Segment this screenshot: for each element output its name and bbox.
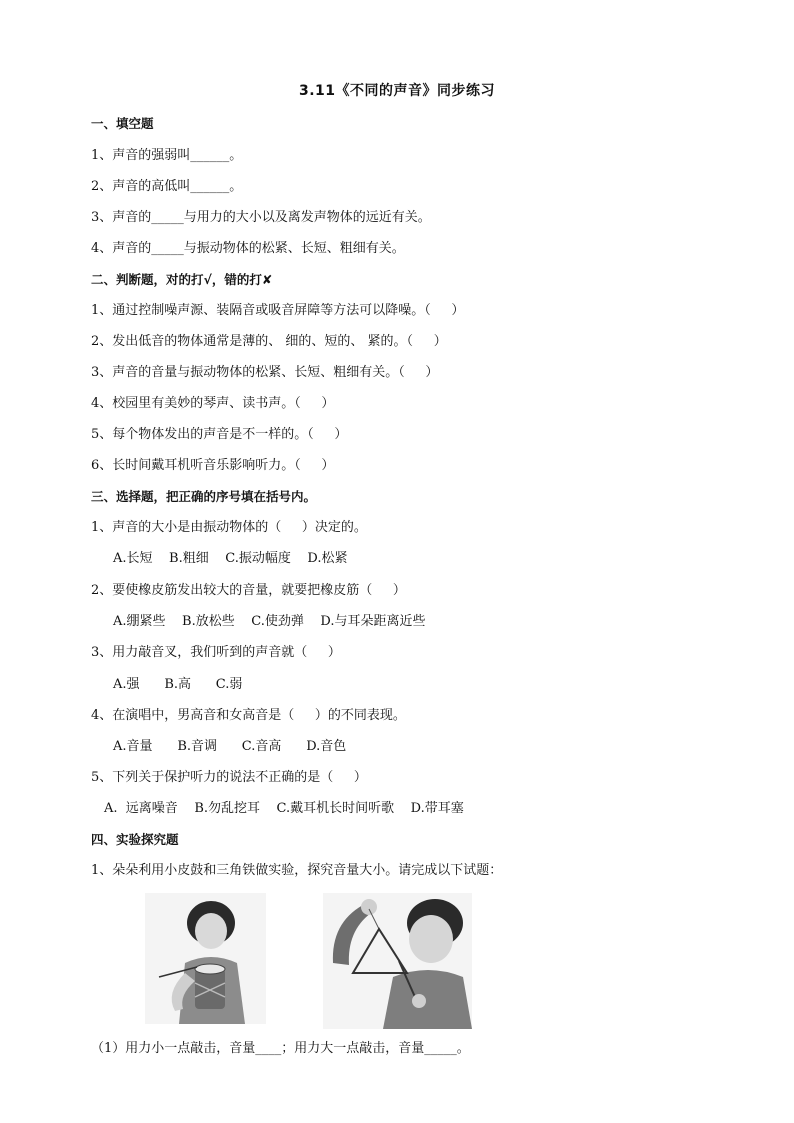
choice-question: 5、下列关于保护听力的说法不正确的是（ ）	[91, 770, 367, 785]
true-false-item: 4、校园里有美妙的琴声、读书声。（ ）	[91, 396, 335, 411]
section-heading-experiment: 四、实验探究题	[91, 832, 179, 847]
choice-question: 2、要使橡皮筋发出较大的音量，就要把橡皮筋（ ）	[91, 583, 406, 598]
choice-question: 4、在演唱中，男高音和女高音是（ ）的不同表现。	[91, 708, 406, 723]
experiment-subquestion: （1）用力小一点敲击，音量____；用力大一点敲击，音量_____。	[91, 1041, 470, 1056]
choice-options: A.长短 B.粗细 C.振动幅度 D.松紧	[113, 551, 348, 566]
section-heading-multiple-choice: 三、选择题，把正确的序号填在括号内。	[91, 489, 317, 504]
fill-in-item: 1、声音的强弱叫______。	[91, 148, 243, 163]
page-title: 3.11《不同的声音》同步练习	[298, 83, 496, 99]
fill-in-item: 4、声音的_____与振动物体的松紧、长短、粗细有关。	[91, 241, 405, 256]
section-heading-true-false: 二、判断题，对的打√，错的打✘	[91, 272, 273, 287]
fill-in-item: 2、声音的高低叫______。	[91, 179, 243, 194]
true-false-item: 2、发出低音的物体通常是薄的、 细的、短的、 紧的。（ ）	[91, 334, 447, 349]
choice-options: A.音量 B.音调 C.音高 D.音色	[113, 739, 347, 754]
photo-girl-drum	[145, 893, 266, 1024]
true-false-item: 3、声音的音量与振动物体的松紧、长短、粗细有关。（ ）	[91, 365, 439, 380]
choice-options: A.绷紧些 B.放松些 C.使劲弹 D.与耳朵距离近些	[113, 614, 426, 629]
choice-question: 3、用力敲音叉，我们听到的声音就（ ）	[91, 645, 341, 660]
choice-question: 1、声音的大小是由振动物体的（ ）决定的。	[91, 520, 367, 535]
photo-boy-triangle	[323, 893, 472, 1029]
true-false-item: 5、每个物体发出的声音是不一样的。（ ）	[91, 427, 348, 442]
choice-options: A. 远离噪音 B.勿乱挖耳 C.戴耳机长时间听歌 D.带耳塞	[104, 801, 464, 816]
fill-in-item: 3、声音的_____与用力的大小以及离发声物体的远近有关。	[91, 210, 431, 225]
true-false-item: 1、通过控制噪声源、装隔音或吸音屏障等方法可以降噪。（ ）	[91, 303, 465, 318]
section-heading-fill-in: 一、填空题	[91, 116, 154, 131]
true-false-item: 6、长时间戴耳机听音乐影响听力。（ ）	[91, 458, 335, 473]
choice-options: A.强 B.高 C.弱	[113, 677, 243, 692]
experiment-question: 1、朵朵利用小皮鼓和三角铁做实验，探究音量大小。请完成以下试题：	[91, 863, 503, 878]
